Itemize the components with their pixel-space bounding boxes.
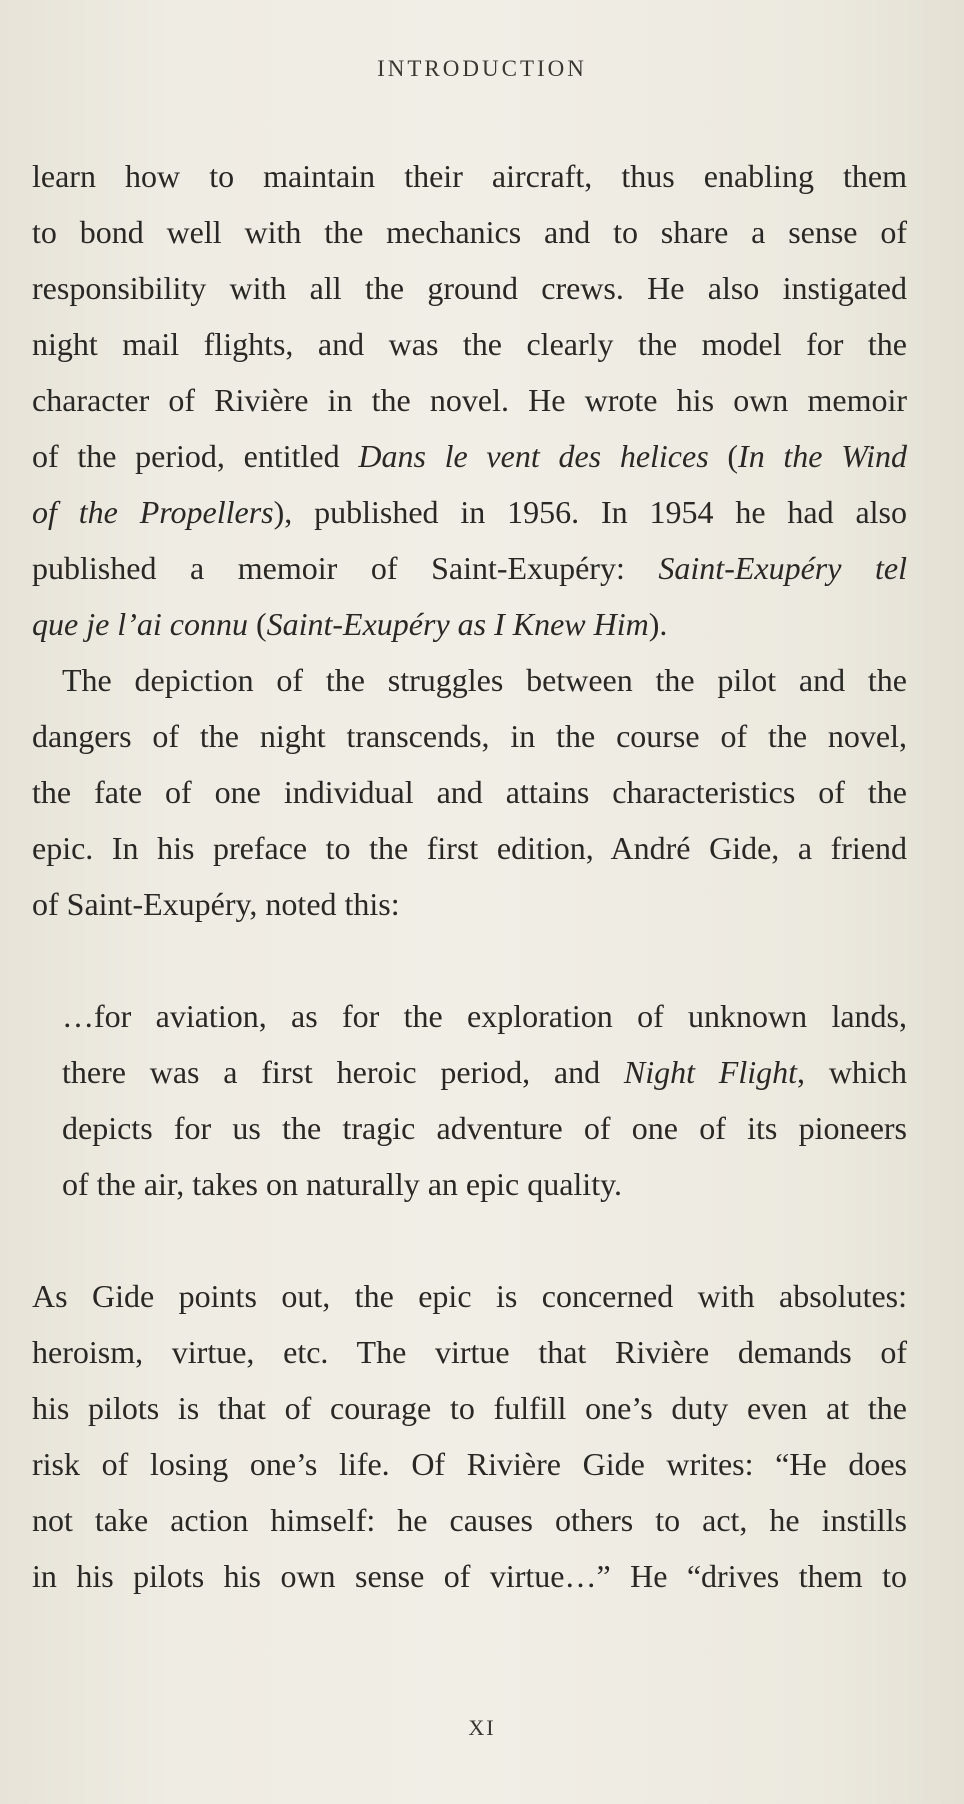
quote-line: …for aviation, as for the exploration of unknown lands, xyxy=(62,998,907,1034)
text-run: ( xyxy=(247,606,267,642)
text-run: ). xyxy=(648,606,668,642)
book-title-french: Dans le vent des helices xyxy=(358,438,709,474)
text-line xyxy=(32,428,907,484)
text-line xyxy=(32,540,907,596)
text-line xyxy=(32,484,907,540)
quote-line: of the air, takes on naturally an epic quality. xyxy=(62,1166,622,1202)
text-line: risk of losing one’s life. Of Rivière Gide writes: “He does xyxy=(32,1446,907,1482)
text-line: in his pilots his own sense of virtue…” He “drives them to xyxy=(32,1558,907,1594)
memoir-title-english: Saint-Exupéry as I Knew Him xyxy=(266,606,649,642)
text-run: ( xyxy=(708,438,739,474)
text-line xyxy=(32,596,907,652)
novel-title: Night Flight xyxy=(623,1054,798,1090)
text-run: published a memoir of Saint-Exupéry: xyxy=(32,550,659,586)
text-line: epic. In his preface to the first edition, André Gide, a friend xyxy=(32,830,907,866)
book-title-english: In the Wind xyxy=(738,438,908,474)
text-line: of Saint-Exupéry, noted this: xyxy=(32,886,400,922)
paragraph-1 xyxy=(32,148,907,652)
memoir-title-french: que je l’ai connu xyxy=(32,606,248,642)
text-run: there was a first heroic period, and xyxy=(62,1054,624,1090)
quote-line xyxy=(32,1044,907,1100)
body-text xyxy=(32,148,907,1604)
text-line: learn how to maintain their aircraft, thus enabling them xyxy=(32,158,907,194)
text-run: ), published in 1956. In 1954 he had also xyxy=(273,494,907,530)
text-line: to bond well with the mechanics and to share a sense of xyxy=(32,214,907,250)
text-run: , which xyxy=(797,1054,908,1090)
text-line: night mail flights, and was the clearly the model for the xyxy=(32,326,907,362)
text-line: the fate of one individual and attains characteristics of the xyxy=(32,774,907,810)
text-line: As Gide points out, the epic is concerned with absolutes: xyxy=(32,1278,907,1314)
text-line: not take action himself: he causes others to act, he instills xyxy=(32,1502,907,1538)
text-line: heroism, virtue, etc. The virtue that Rivière demands of xyxy=(32,1334,907,1370)
quote-line: depicts for us the tragic adventure of one of its pioneers xyxy=(62,1110,907,1146)
text-line: The depiction of the struggles between the pilot and the xyxy=(62,662,907,698)
running-head: INTRODUCTION xyxy=(377,56,587,81)
page-number: XI xyxy=(468,1715,496,1740)
paragraph-3 xyxy=(32,1268,907,1604)
text-line: responsibility with all the ground crews. He also instigated xyxy=(32,270,907,306)
block-quote xyxy=(32,988,907,1212)
text-line: dangers of the night transcends, in the course of the novel, xyxy=(32,718,907,754)
text-run: of the period, entitled xyxy=(32,438,359,474)
memoir-title-french: Saint-Exupéry tel xyxy=(658,550,908,586)
text-line: character of Rivière in the novel. He wrote his own memoir xyxy=(32,382,907,418)
book-title-english: of the Propellers xyxy=(32,494,274,530)
paragraph-2 xyxy=(32,652,907,932)
text-line: his pilots is that of courage to fulfill one’s duty even at the xyxy=(32,1390,907,1426)
